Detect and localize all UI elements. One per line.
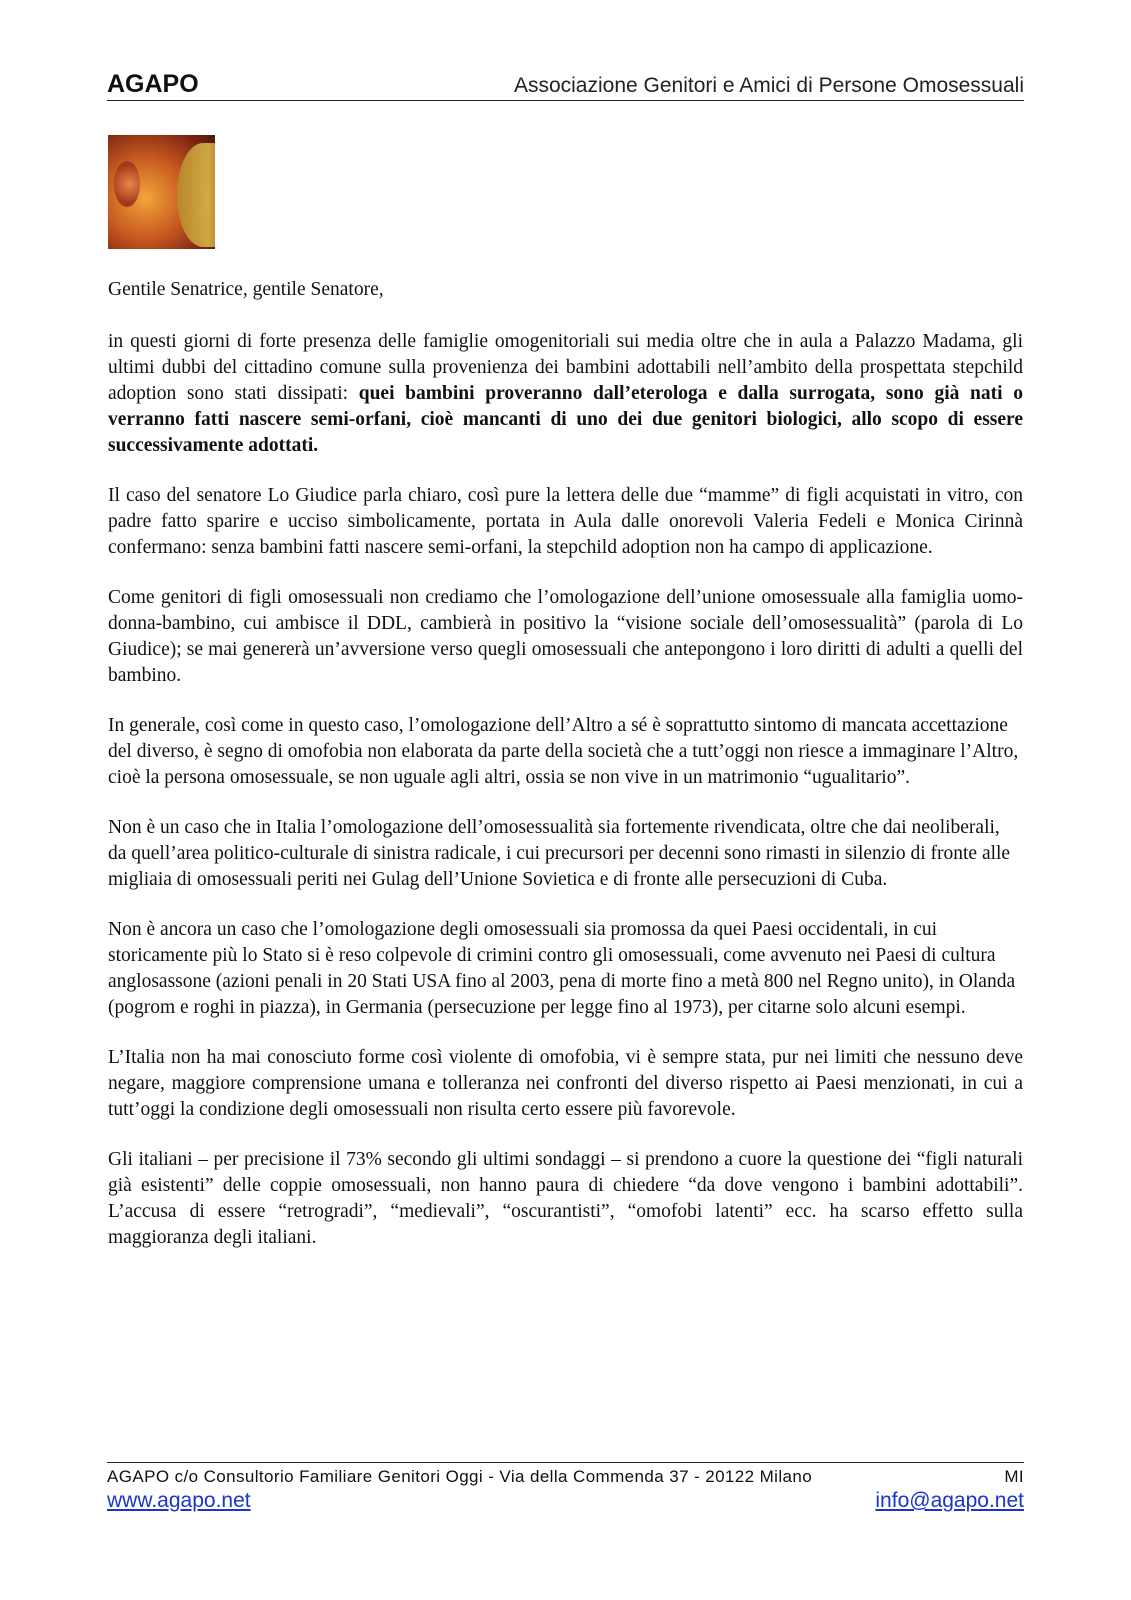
letter-paragraph-1 [108, 329, 1023, 459]
letter-paragraph-7: L’Italia non ha mai conosciuto forme così violente di omofobia, vi è sempre stata, pur nei limiti che nessuno deve negare, maggiore comprensione umana e tolleranza nei confronti del diverso rispetto ai Paesi menzionati, in cui a tutt’oggi la condizione degli omosessuali non risulta certo essere più favorevole. [108, 1047, 1023, 1120]
paragraph-1-text: in questi giorni di forte presenza delle famiglie omogenitoriali sui media oltre che in aula a Palazzo Madama, gli ultimi dubbi del cittadino comune sulla provenienza dei bambini adottabili nell’ambito della prospettata stepchild adoption sono stati dissipati: [108, 331, 1023, 404]
letter-greeting: Gentile Senatrice, gentile Senatore, [108, 279, 384, 300]
letter-paragraph-3: Come genitori di figli omosessuali non crediamo che l’omologazione dell’unione omosessuale alla famiglia uomo-donna-bambino, cui ambisce il DDL, cambierà in positivo la “visione sociale dell’omosessualità” (parola di Lo Giudice); se mai genererà un’avversione verso quegli omosessuali che antepongono i loro diritti di adulti a quelli del bambino. [108, 587, 1023, 686]
page-footer [107, 1462, 1024, 1513]
letter-paragraph-5: Non è un caso che in Italia l’omologazione dell’omosessualità sia fortemente rivendicata, oltre che dai neoliberali, da quell’area politico-culturale di sinistra radicale, i cui precursori per decenni sono rimasti in silenzio di fronte alle migliaia di omosessuali periti nei Gulag dell’Unione Sovietica e di fronte alle persecuzioni di Cuba. [108, 817, 1011, 890]
footer-province: MI [1004, 1467, 1024, 1486]
brand-name: AGAPO [107, 70, 199, 98]
letter-paragraph-6: Non è ancora un caso che l’omologazione degli omosessuali sia promossa da quei Paesi occidentali, in cui storicamente più lo Stato si è reso colpevole di crimini contro gli omosessuali, come avvenuto nei Paesi di cultura anglosassone (azioni penali in 20 Stati USA fino al 2003, pena di morte fino a metà 800 nel Regno unito), in Olanda (pogrom e roghi in piazza), in Germania (persecuzione per legge fino al 1973), per citarne solo alcuni esempi. [108, 919, 1016, 1018]
footer-address-line [107, 1467, 1024, 1487]
face-shape [177, 143, 215, 247]
letter-paragraph-8: Gli italiani – per precisione il 73% secondo gli ultimi sondaggi – si prendono a cuore la questione dei “figli naturali già esistenti” delle coppie omosessuali, non hanno paura di chiedere “da dove vengono i bambini adottabili”. L’accusa di essere “retrogradi”, “medievali”, “oscurantisti”, “omofobi latenti” ecc. ha scarso effetto sulla maggioranza degli italiani. [108, 1149, 1023, 1248]
paragraph-1-bold: quei bambini proveranno dall’eterologa e dalla surrogata, sono già nati o verranno fatti nascere semi-orfani, cioè mancanti di uno dei due genitori biologici, allo scopo di essere successivamente adottati. [108, 383, 1023, 456]
header-tagline: Associazione Genitori e Amici di Persone Omosessuali [513, 74, 1024, 97]
letter-body [108, 277, 1023, 1275]
ear-shape [114, 161, 140, 207]
website-link[interactable]: www.agapo.net [107, 1489, 251, 1512]
header-photo [108, 135, 215, 249]
letter-paragraph-4: In generale, così come in questo caso, l’omologazione dell’Altro a sé è soprattutto sintomo di mancata accettazione del diverso, è segno di omofobia non elaborata da parte della società che a tutt’oggi non riesce a immaginare l’Altro, cioè la persona omosessuale, se non uguale agli altri, ossia se non vive in un matrimonio “ugualitario”. [108, 715, 1019, 788]
letter-paragraph-2: Il caso del senatore Lo Giudice parla chiaro, così pure la lettera delle due “mamme” di figli acquistati in vitro, con padre fatto sparire e ucciso simbolicamente, portata in Aula dalle onorevoli Valeria Fedeli e Monica Cirinnà confermano: senza bambini fatti nascere semi-orfani, la stepchild adoption non ha campo di applicazione. [108, 485, 1023, 558]
footer-address: AGAPO c/o Consultorio Familiare Genitori Oggi - Via della Commenda 37 - 20122 Milano [107, 1467, 813, 1486]
email-link[interactable]: info@agapo.net [875, 1489, 1024, 1512]
footer-links [107, 1489, 1024, 1513]
page-header [107, 64, 1024, 101]
